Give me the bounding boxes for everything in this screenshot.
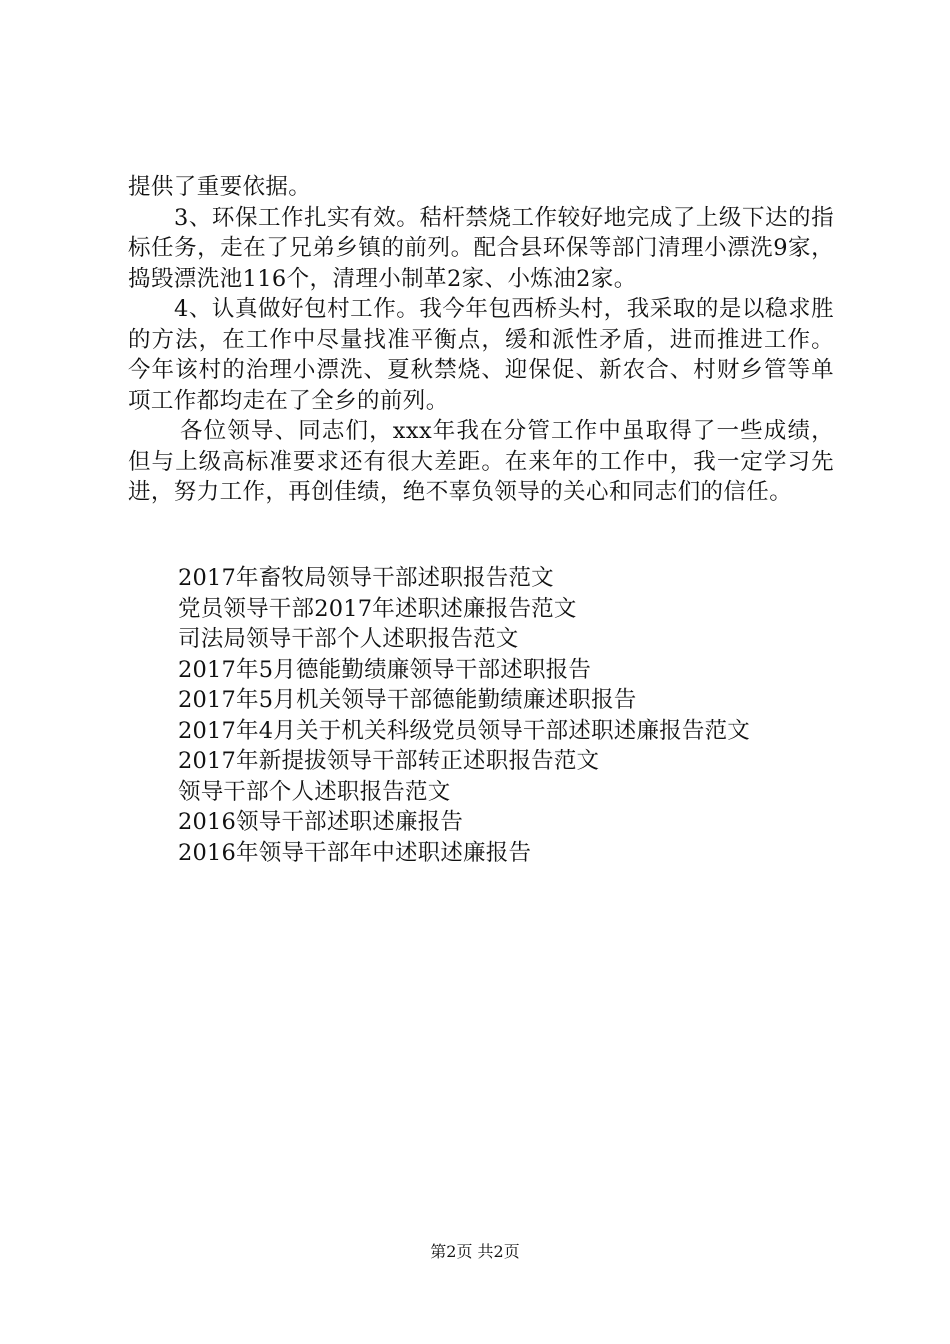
related-article-link[interactable]: 2017年畜牧局领导干部述职报告范文 [178,565,554,591]
paragraph-continuation: 提供了重要依据。 [128,174,312,200]
related-article-link[interactable]: 2017年5月德能勤绩廉领导干部述职报告 [178,656,592,683]
paragraph-environmental-work: 3、环保工作扎实有效。秸杆禁烧工作较好地完成了上级下达的指标任务，走在了兄弟乡镇的前列。配合县环保等部门清理小漂洗9家，捣毁漂洗池116个，清理小制革2家、小炼油2家。 [128,204,834,292]
related-article-link[interactable]: 司法局领导干部个人述职报告范文 [178,626,519,652]
related-article-link[interactable]: 2016领导干部述职述廉报告 [178,809,464,835]
document-body [128,172,834,508]
related-article-link[interactable]: 2016年领导干部年中述职述廉报告 [178,839,532,866]
paragraph-closing: 各位领导、同志们，xxx年我在分管工作中虽取得了一些成绩，但与上级高标准要求还有很大差距。在来年的工作中，我一定学习先进，努力工作，再创佳绩，绝不辜负领导的关心和同志们的信任。 [128,418,834,505]
related-article-link[interactable]: 2017年新提拔领导干部转正述职报告范文 [178,748,600,774]
related-article-link[interactable]: 2017年4月关于机关科级党员领导干部述职述廉报告范文 [178,717,750,744]
paragraph-village-work: 4、认真做好包村工作。我今年包西桥头村，我采取的是以稳求胜的方法，在工作中尽量找准平衡点，缓和派性矛盾，进而推进工作。今年该村的治理小漂洗、夏秋禁烧、迎保促、新农合、村财乡管等单项工作都均走在了全乡的前列。 [128,296,834,414]
page-footer: 第2页 共2页 [430,1242,520,1261]
related-article-link[interactable]: 2017年5月机关领导干部德能勤绩廉述职报告 [178,687,637,713]
related-article-link[interactable]: 党员领导干部2017年述职述廉报告范文 [178,595,577,622]
related-article-link[interactable]: 领导干部个人述职报告范文 [178,778,451,805]
related-articles-list [178,563,878,868]
